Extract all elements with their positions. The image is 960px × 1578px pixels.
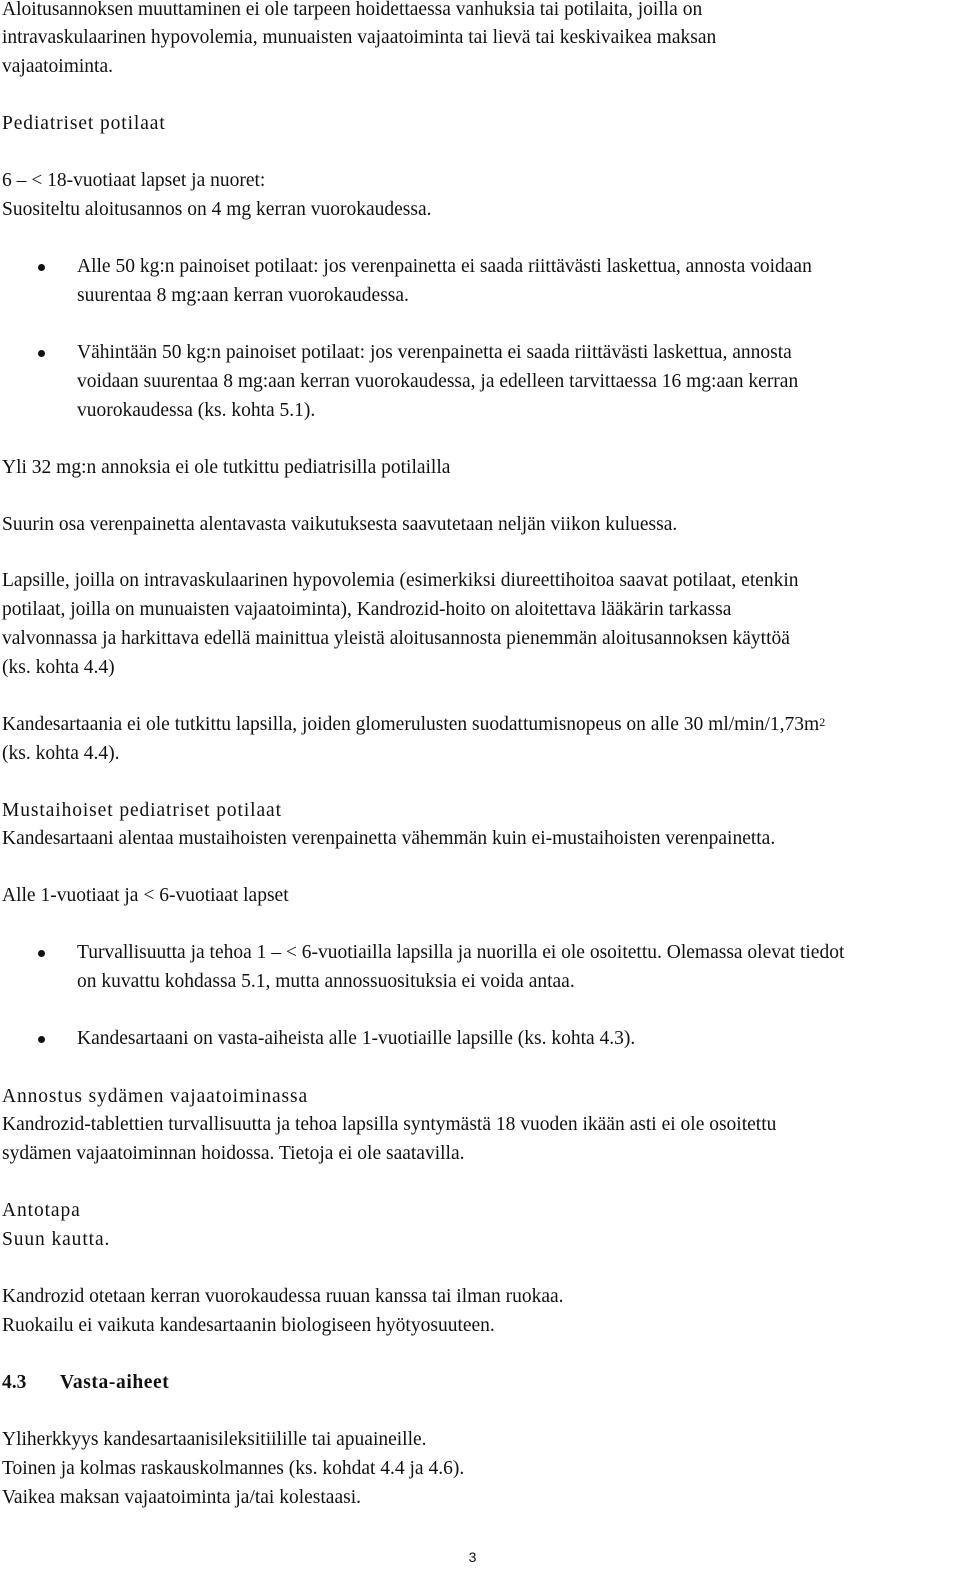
bullet-over-50kg-line-3: vuorokaudessa (ks. kohta 5.1). — [77, 400, 316, 421]
administration-line-1: Kandrozid otetaan kerran vuorokaudessa ruuan kanssa tai ilman ruokaa. — [2, 1286, 564, 1307]
hypovolemia-line-3: valvonnassa ja harkittava edellä mainittua yleistä aloitusannosta pienemmän aloitusannoksen käyttöä — [2, 628, 790, 649]
page-number: 3 — [468, 1549, 477, 1565]
bullet-under-50kg-line-1: Alle 50 kg:n painoiset potilaat: jos verenpainetta ei saada riittävästi laskettua, annosta voidaan — [77, 256, 812, 277]
black-pediatric-heading: Mustaihoiset pediatriset potilaat — [2, 800, 282, 821]
heart-failure-line-2: sydämen vajaatoiminnan hoidossa. Tietoja ei ole saatavilla. — [2, 1143, 465, 1164]
bullet-icon — [38, 1036, 45, 1043]
pediatric-start-dose: Suositeltu aloitusannos on 4 mg kerran vuorokaudessa. — [2, 199, 432, 220]
over-32mg-note: Yli 32 mg:n annoksia ei ole tutkittu pediatrisilla potilailla — [2, 457, 451, 478]
intro-line-3: vajaatoiminta. — [2, 56, 114, 77]
gfr-superscript: 2 — [819, 715, 826, 729]
administration-heading: Antotapa — [2, 1200, 81, 1221]
administration-route: Suun kautta. — [2, 1229, 111, 1250]
heart-failure-line-1: Kandrozid-tablettien turvallisuutta ja tehoa lapsilla syntymästä 18 vuoden ikään asti ei ole osoitettu — [2, 1114, 777, 1135]
gfr-line-1-text: Kandesartaania ei ole tutkittu lapsilla, joiden glomerulusten suodattumisnopeus on alle 30 ml/min/1,73m — [2, 714, 820, 735]
intro-line-1: Aloitusannoksen muuttaminen ei ole tarpeen hoidettaessa vanhuksia tai potilaita, joilla on — [2, 0, 703, 20]
contra-line-2: Toinen ja kolmas raskauskolmannes (ks. kohdat 4.4 ja 4.6). — [2, 1458, 465, 1479]
gfr-line-2: (ks. kohta 4.4). — [2, 743, 120, 764]
bullet-contraindicated-under-1: Kandesartaani on vasta-aiheista alle 1-vuotiaille lapsille (ks. kohta 4.3). — [77, 1028, 636, 1049]
bullet-icon — [38, 350, 45, 357]
bullet-icon — [38, 264, 45, 271]
heart-failure-heading: Annostus sydämen vajaatoiminassa — [2, 1086, 309, 1107]
bullet-over-50kg-line-2: voidaan suurentaa 8 mg:aan kerran vuorokaudessa, ja edelleen tarvittaessa 16 mg:aan kerran — [77, 371, 799, 392]
hypovolemia-line-2: potilaat, joilla on munuaisten vajaatoiminta), Kandrozid-hoito on aloitettava lääkärin tarkassa — [2, 599, 732, 620]
young-children-heading: Alle 1-vuotiaat ja < 6-vuotiaat lapset — [2, 885, 289, 906]
intro-line-2: intravaskulaarinen hypovolemia, munuaisten vajaatoiminta tai lievä tai keskivaikea maksan — [2, 27, 717, 48]
bullet-under-50kg-line-2: suurentaa 8 mg:aan kerran vuorokaudessa. — [77, 285, 409, 306]
hypovolemia-line-4: (ks. kohta 4.4) — [2, 657, 115, 678]
hypovolemia-line-1: Lapsille, joilla on intravaskulaarinen hypovolemia (esimerkiksi diureettihoitoa saavat potilaat, etenkin — [2, 570, 799, 591]
bullet-safety-line-1: Turvallisuutta ja tehoa 1 – < 6-vuotiailla lapsilla ja nuorilla ei ole osoitettu. Olemassa olevat tiedot — [77, 942, 845, 963]
section-title: Vasta-aiheet — [60, 1372, 170, 1393]
pediatric-heading: Pediatriset potilaat — [2, 113, 166, 134]
bullet-over-50kg-line-1: Vähintään 50 kg:n painoiset potilaat: jos verenpainetta ei saada riittävästi laskettua, annosta — [77, 342, 792, 363]
bullet-icon — [38, 950, 45, 957]
black-pediatric-text: Kandesartaani alentaa mustaihoisten verenpainetta vähemmän kuin ei-mustaihoisten verenpainetta. — [2, 828, 776, 849]
administration-line-2: Ruokailu ei vaikuta kandesartaanin biologiseen hyötyosuuteen. — [2, 1315, 495, 1336]
gfr-line-1 — [2, 711, 825, 740]
contra-line-1: Yliherkkyys kandesartaanisileksitiilille tai apuaineille. — [2, 1429, 427, 1450]
pediatric-age-line: 6 – < 18-vuotiaat lapset ja nuoret: — [2, 170, 266, 191]
section-heading — [2, 1369, 170, 1398]
contra-line-3: Vaikea maksan vajaatoiminta ja/tai kolestaasi. — [2, 1487, 361, 1508]
bullet-safety-line-2: on kuvattu kohdassa 5.1, mutta annossuosituksia ei voida antaa. — [77, 971, 575, 992]
four-weeks-note: Suurin osa verenpainetta alentavasta vaikutuksesta saavutetaan neljän viikon kuluessa. — [2, 514, 678, 535]
section-number: 4.3 — [2, 1372, 27, 1393]
